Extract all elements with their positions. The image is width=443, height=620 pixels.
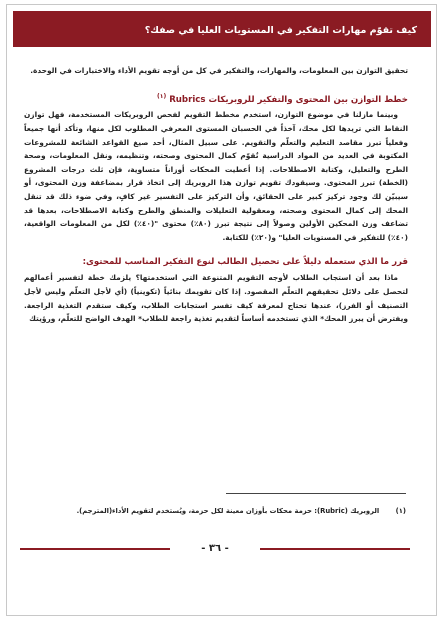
section-heading-rubrics	[24, 90, 408, 107]
footnote-reference: (١)	[157, 92, 167, 100]
body-text	[24, 64, 408, 330]
section-heading-evidence: قرر ما الذي ستعمله دليلاً على تحصيل الطالب لنوع التفكير المناسب للمحتوى:	[82, 257, 408, 268]
paragraph-1: تحقيق التوازن بين المعلومات، والمهارات، والتفكير في كل من أوجه تقويم الأداء والاختبارات في الوحدة.	[30, 66, 408, 75]
chapter-header	[13, 11, 431, 47]
section-heading-rubrics-text: خطط التوازن بين المحتوى والتفكير للروبريكات Rubrics	[169, 94, 408, 105]
footnote-text: الروبريك (Rubric): حزمة محكات بأوزان معينة لكل حزمة، ويُستخدم لتقويم الأداء(المترجم).	[76, 507, 380, 515]
footnote-number: (١)	[395, 507, 406, 515]
footnote-divider	[226, 493, 406, 494]
paragraph-3: ماذا بعد أن استجاب الطلاب لأوجه التقويم المتنوعة التي استخدمتها؟ يلزمك خطة لتفسير أعمالهم لتحصل على دلائل تحقيقهم التعلّم المقصود. إذا كان تقويمك بنائياً (تكوينياً) (أي لأجل التعلّم وليس لأجل التصنيف أو الفرز)، عندها تحتاج لمعرفة كيف تفسر استجابات الطلاب، وكيف ستقدم التغذية الراجعة. ويفترض أن يبرز المحك* الذي تستخدمه أساساً لتقديم تغذية راجعة للطلاب* الهدف الواضح للتعلّم، ورؤيتك	[24, 273, 408, 324]
chapter-title: كيف تقوّم مهارات التفكير في المستويات العليا في صفك؟	[144, 25, 417, 36]
page-number: - ٣٦ -	[170, 540, 260, 558]
paragraph-2: وبينما مازلنا في موضوع التوازن، استخدم مخطط التقويم لفحص الروبريكات المستخدمة، فهل توازن النقاط التي تريدها لكل محك، آخذاً في الحسبان المستوى المعرفي المطلوب لكل منها، وتأكد أنها جميعاً وفعلياً تبرز مقاصد التعليم والتعلّم والتقويم. على سبيل المثال، أحد صيغ القواعد الشائعة للمشروعات المكتوبة في العديد من المواد الدراسية تُقوّم كمال المحتوى وصحته، وتنظيمه، ونقل المعلومات، وصحة الطرح والتعليل، وكتابة الاصطلاحات. إذا أعطيت المحكات أوزاناً متساوية، فإن ثلث درجات المشروع (الخطة) تبرز المحتوى. وسيقودك تقويم توازن هذا الروبريك إلى اتخاذ قرار بمضاعفة وزن المحتوى، أو سيبيّن لك وجود تركيز كبير على الحقائق، وأن التركيز على التفسير غير كافٍ، وفي ضوء ذلك قد تنقل المحك إلى كمال المحتوى وصحته، ومعقولية التعليلات والمنطق والطرح وكتابة الاصطلاحات، بعدها قد تضاعف وزن المحكين الأولين وصولاً إلى نتيجة تبرز (٨٠٪) محتوى "(٤٠٪) لكل من المعلومات الواقعية، (٤٠٪) للتفكير في المستويات العليا" و(٢٠٪) للكتابة.	[24, 110, 408, 242]
footnote	[30, 507, 406, 515]
